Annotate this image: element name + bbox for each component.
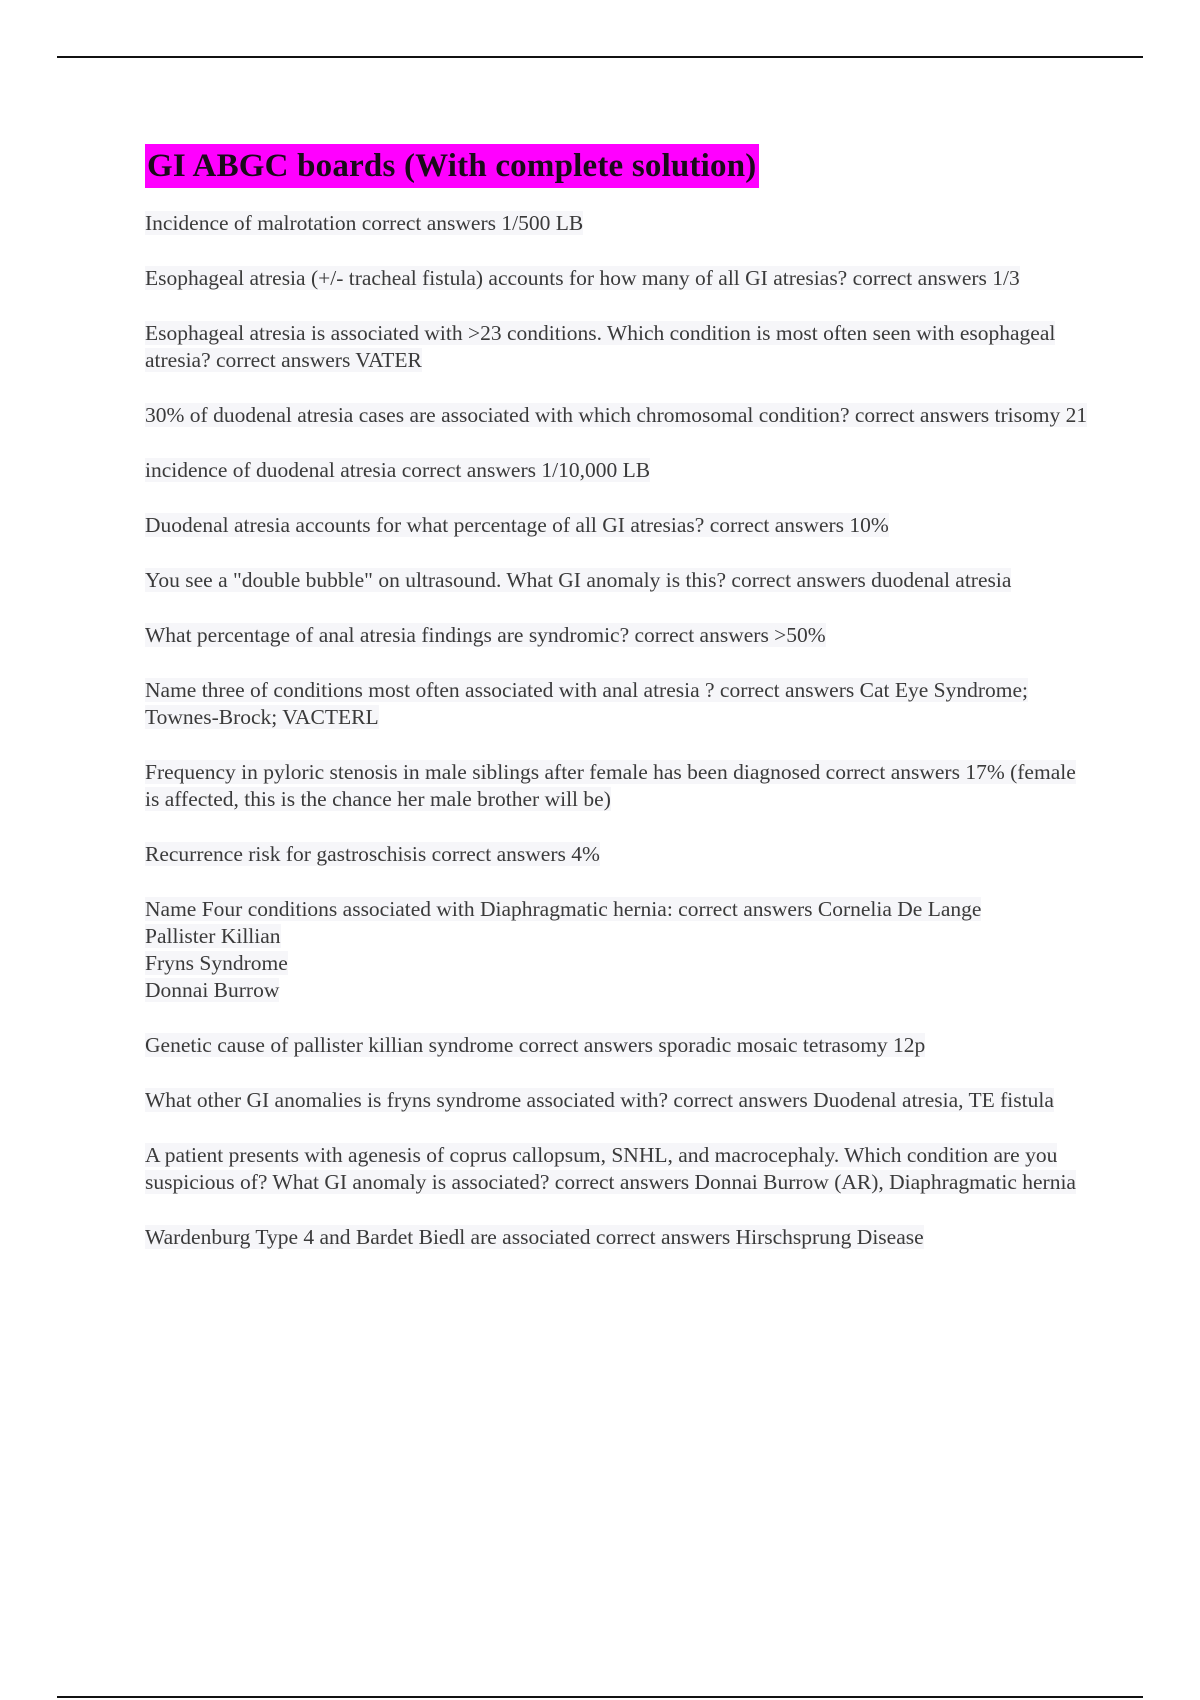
qa-item: Esophageal atresia is associated with >23 conditions. Which condition is most often seen with esophageal atresia? correct answers VATER — [145, 321, 1056, 372]
qa-item: Frequency in pyloric stenosis in male siblings after female has been diagnosed correct answers 17% (female is affected, this is the chance her male brother will be) — [145, 760, 1076, 811]
qa-item: 30% of duodenal atresia cases are associated with which chromosomal condition? correct answers trisomy 21 — [145, 403, 1088, 427]
bottom-rule — [57, 1696, 1143, 1698]
qa-item: Name three of conditions most often associated with anal atresia ? correct answers Cat Eye Syndrome; Townes-Brock; VACTERL — [145, 678, 1029, 729]
qa-item: Wardenburg Type 4 and Bardet Biedl are associated correct answers Hirschsprung Disease — [145, 1225, 924, 1249]
qa-item: Genetic cause of pallister killian syndrome correct answers sporadic mosaic tetrasomy 12p — [145, 1033, 926, 1057]
qa-item: Incidence of malrotation correct answers 1/500 LB — [145, 211, 584, 235]
qa-item: Esophageal atresia (+/- tracheal fistula) accounts for how many of all GI atresias? correct answers 1/3 — [145, 266, 1020, 290]
document-title: GI ABGC boards (With complete solution) — [145, 144, 759, 188]
top-rule — [57, 56, 1143, 58]
qa-list — [145, 210, 1095, 1251]
document-body — [145, 144, 1095, 1279]
qa-item: A patient presents with agenesis of coprus callopsum, SNHL, and macrocephaly. Which condition are you suspicious of? What GI anomaly is associated? correct answers Donnai Burrow (AR), Diaphragmatic hernia — [145, 1143, 1076, 1194]
qa-item: What other GI anomalies is fryns syndrome associated with? correct answers Duodenal atresia, TE fistula — [145, 1088, 1054, 1112]
qa-item: Name Four conditions associated with Diaphragmatic hernia: correct answers Cornelia De Lange Pallister Killian Fryns Syndrome Donnai Burrow — [145, 897, 982, 1002]
qa-item: Recurrence risk for gastroschisis correct answers 4% — [145, 842, 600, 866]
qa-item: Duodenal atresia accounts for what percentage of all GI atresias? correct answers 10% — [145, 513, 889, 537]
qa-item: You see a "double bubble" on ultrasound. What GI anomaly is this? correct answers duodenal atresia — [145, 568, 1012, 592]
qa-item: What percentage of anal atresia findings are syndromic? correct answers >50% — [145, 623, 826, 647]
qa-item: incidence of duodenal atresia correct answers 1/10,000 LB — [145, 458, 651, 482]
